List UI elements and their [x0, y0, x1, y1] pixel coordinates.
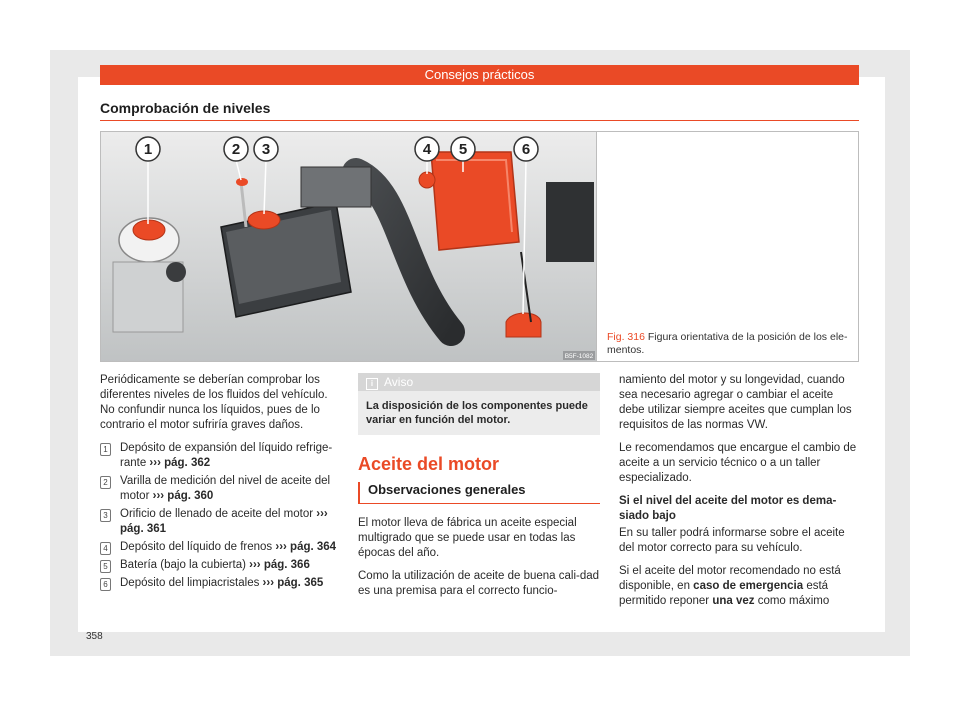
item-number-badge: 3 — [100, 509, 111, 522]
emphasis-text: caso de emergencia — [693, 580, 804, 592]
figure-caption-text: Figura orientativa de la posición de los ele-mentos. — [607, 331, 848, 356]
figure-caption — [607, 331, 855, 357]
notice-title: Aviso — [384, 375, 414, 389]
text-run: como máximo — [754, 595, 830, 607]
page-reference-link[interactable]: ››› pág. 362 — [149, 457, 211, 469]
intro-paragraph: Periódicamente se deberían comprobar los diferentes niveles de los fluidos del vehículo. No confundir nunca los líquidos, pues de lo contrario el motor sufriría graves daños. — [100, 374, 328, 431]
emphasis-text: una vez — [712, 595, 755, 607]
notice-box — [358, 373, 600, 435]
page-number: 358 — [86, 631, 103, 642]
text-run: Si el aceite del motor recomendado no está disponible, en — [619, 565, 841, 592]
column-3 — [619, 373, 861, 617]
paragraph: namiento del motor y su longevidad, cuando sea necesario agregar o cambiar el aceite debe utilizar siempre aceites que cumplan los requisitos de las normas VW. — [619, 374, 852, 431]
washer-reservoir — [506, 313, 541, 337]
callout-4 — [415, 137, 439, 161]
list-item — [100, 474, 342, 504]
item-text: Orificio de llenado de aceite del motor — [120, 508, 314, 520]
figure-code: B5F-1082 — [564, 353, 594, 360]
callout-5 — [451, 137, 475, 161]
page-reference-link[interactable]: ››› pág. 364 — [275, 541, 337, 553]
item-text: Depósito del limpiacristales — [120, 577, 260, 589]
item-text: Depósito del líquido de frenos — [120, 541, 273, 553]
callout-6 — [514, 137, 538, 161]
engine-illustration — [101, 132, 597, 362]
svg-text:2: 2 — [231, 141, 241, 158]
callout-2 — [224, 137, 248, 161]
paragraph: Como la utilización de aceite de buena cali-dad es una premisa para el correcto funcio- — [358, 570, 600, 597]
item-text: Batería (bajo la cubierta) — [120, 559, 246, 571]
page-reference-link[interactable]: ››› pág. 360 — [152, 490, 214, 502]
caption-box — [597, 131, 859, 362]
subheading: Observaciones generales — [368, 482, 526, 497]
callout-1 — [136, 137, 160, 161]
page-reference-link[interactable]: ››› pág. 365 — [262, 577, 324, 589]
svg-text:6: 6 — [521, 141, 531, 158]
engine-figure — [100, 131, 597, 362]
paragraph — [619, 564, 861, 609]
list-item — [100, 558, 342, 573]
list-item — [100, 540, 342, 555]
notice-body: La disposición de los componentes puede variar en función del motor. — [366, 400, 588, 426]
subheading: Si el nivel del aceite del motor es dema-siado bajo — [619, 495, 837, 522]
item-number-badge: 5 — [100, 560, 111, 573]
svg-text:3: 3 — [261, 141, 271, 158]
callout-3 — [254, 137, 278, 161]
section-rule — [100, 120, 859, 121]
item-text: Varilla de medición del nivel de aceite del motor — [120, 475, 331, 502]
text-run: está permitido reponer — [619, 580, 829, 607]
item-text: Depósito de expansión del líquido refrige-rante — [120, 442, 333, 469]
item-number-badge: 4 — [100, 542, 111, 555]
paragraph: El motor lleva de fábrica un aceite especial multigrado que se puede usar en todas las épocas del año. — [358, 517, 577, 559]
chapter-heading: Aceite del motor — [358, 454, 500, 474]
paragraph: Le recomendamos que encargue el cambio de aceite a un servicio técnico o a un taller especializado. — [619, 442, 857, 484]
paragraph: En su taller podrá informarse sobre el aceite del motor correcto para su vehículo. — [619, 527, 845, 554]
list-item — [100, 576, 342, 591]
column-2 — [358, 373, 600, 607]
item-number-badge: 1 — [100, 443, 111, 456]
item-number-badge: 6 — [100, 578, 111, 591]
page-reference-link[interactable]: ››› pág. 366 — [249, 559, 310, 571]
item-number-badge: 2 — [100, 476, 111, 489]
svg-text:5: 5 — [458, 141, 468, 158]
chapter-header: Consejos prácticos — [100, 65, 859, 85]
figure-number: Fig. 316 — [607, 331, 645, 343]
svg-text:4: 4 — [422, 141, 432, 158]
notice-header — [358, 373, 600, 391]
column-1 — [100, 373, 342, 594]
list-item — [100, 441, 342, 471]
brake-fluid-reservoir — [419, 172, 435, 188]
info-icon: i — [366, 378, 378, 390]
list-item — [100, 507, 342, 537]
svg-text:1: 1 — [143, 141, 153, 158]
section-title: Comprobación de niveles — [100, 100, 271, 116]
page-reference-link[interactable]: ››› pág. 361 — [120, 508, 328, 535]
subheading-block — [358, 482, 600, 504]
